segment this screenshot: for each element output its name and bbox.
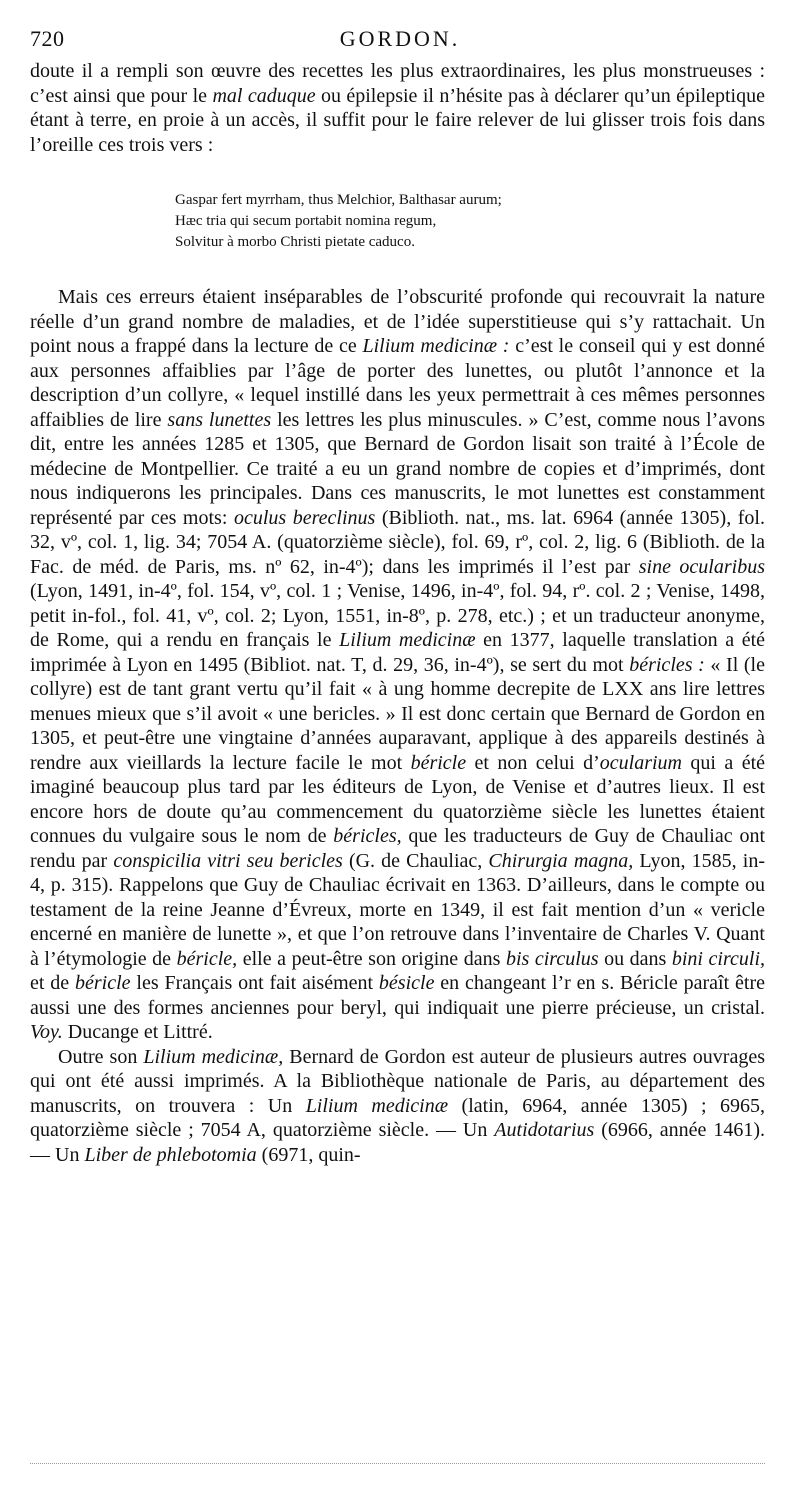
page-number: 720 <box>30 26 65 51</box>
paragraph-1-text: doute il a rempli son œuvre des recettes les plus extraordinaires, les plus monstrueuses : c’est ainsi que pour le <box>30 60 765 107</box>
paragraph-2-text: c’est le conseil qui y est donné aux personnes affaiblies par l’âge de porter des lunettes, ou plutôt l’annonce et la description d’un collyre, « lequel instillé dans les yeux permettrait à ces mêmes personnes affaiblies de lire <box>30 335 766 431</box>
paragraph-2-text: et de <box>30 972 76 994</box>
paragraph-3-emphasis: Autidotarius <box>494 1119 595 1141</box>
paragraph-2-text: (Biblioth. nat., ms. lat. 6964 (année 1305), fol. 32, vº, col. 1, lig. 34; 7054 A. (quatorzième siècle), fol. 69, rº, col. 2, lig. 6 (Biblioth. de la Fac. de méd. de Paris, ms. nº 62, in-4º); dans les imprimés il l’est par <box>30 506 765 578</box>
paragraph-2-emphasis: bini circuli, <box>671 947 766 970</box>
paragraph-2-emphasis: bis circulus <box>505 947 599 970</box>
paragraph-2-emphasis: béricle <box>410 751 467 774</box>
paragraph-1-emphasis: mal caduque <box>212 84 316 107</box>
paragraph-2-emphasis: béricles, <box>333 825 402 847</box>
paragraph-3-text: (6971, quin- <box>256 1143 361 1166</box>
paragraph-2-text: en changeant l’r en s. Béricle paraît être aussi une des formes anciennes pour beryl, qui indiquait une pierre précieuse, un cristal. <box>30 972 765 1019</box>
bottom-dotted-rule <box>30 1463 765 1468</box>
paragraph-3-text: Bernard de Gordon est auteur de plusieurs autres ouvrages qui ont été aussi imprimés. A la Bibliothèque nationale de Paris, au département des manuscrits, on trouvera : Un <box>30 1045 765 1117</box>
main-text <box>30 59 765 1167</box>
paragraph-2-emphasis: Lilium medicinæ : <box>362 335 510 357</box>
paragraph-2-text: et non celui d’ <box>466 751 600 774</box>
paragraph-2-text: (G. de Chauliac, <box>342 849 489 872</box>
paragraph-2-text: les lettres les plus minuscules. » C’est, comme nous l’avons dit, entre les années 1285 et 1305, que Bernard de Gordon lisait son traité à l’École de médecine de Montpellier. Ce traité a eu un grand nombre de copies et d’imprimés, dont nous indiquerons les principales. Dans ces manuscrits, le mot lunettes est constamment représenté par ces mots: <box>30 408 766 529</box>
paragraph-3-emphasis: Lilium medicinæ <box>305 1094 449 1117</box>
paragraph-3-emphasis: Liber de phlebotomia <box>84 1143 257 1166</box>
page-header <box>30 26 770 56</box>
paragraph-3-text: (latin, 6964, année 1305) ; 6965, quatorzième siècle ; 7054 A, quatorzième siècle. — Un <box>30 1094 765 1141</box>
paragraph-3-emphasis: Lilium medicinæ, <box>143 1045 284 1068</box>
paragraph-2-text: qui a été imaginé beaucoup plus tard par les éditeurs de Lyon, de Venise et d’autres lieux. Il est encore hors de doute qu’au commencement du quatorzième siècle les lunettes étaient connues du vulgaire sous le nom de <box>30 751 766 847</box>
paragraph-2-emphasis: béricles : <box>629 653 705 676</box>
paragraph-2-text: Ducange et Littré. <box>62 1021 213 1043</box>
paragraph-2-emphasis: béricle <box>75 972 131 994</box>
paragraph-2-text: les Français ont fait aisément <box>130 972 379 994</box>
paragraph-2-emphasis: Lilium medicinæ <box>339 629 476 651</box>
paragraph-3-text: (6966, année 1461). — Un <box>30 1119 766 1166</box>
paragraph-1 <box>30 59 765 157</box>
paragraph-2-emphasis: sans lunettes <box>167 408 272 431</box>
running-title: GORDON. <box>339 26 461 51</box>
paragraph-2-emphasis: bésicle <box>378 972 435 994</box>
paragraph-1-text: ou épilepsie il n’hésite pas à déclarer qu’un épileptique étant à terre, en proie à un accès, il suffit pour le faire relever de lui glisser trois fois dans l’oreille ces trois vers : <box>30 84 765 156</box>
paragraph-2-emphasis: ocularium <box>599 751 682 774</box>
paragraph-2-text: ou dans <box>598 947 672 970</box>
paragraph-2-emphasis: Voy. <box>30 1021 63 1043</box>
paragraph-3-text: Outre son <box>58 1045 144 1068</box>
verse-line: Solvitur à morbo Christi pietate caduco. <box>175 234 415 250</box>
paragraph-2-emphasis: conspicilia vitri seu bericles <box>113 849 343 872</box>
paragraph-2-text: en 1377, laquelle translation a été imprimée à Lyon en 1495 (Bibliot. nat. T, d. 29, 36, in-4º), se sert du mot <box>30 629 765 676</box>
paragraph-2-text: elle a peut-être son origine dans <box>237 947 506 970</box>
paragraph-2-text: « Il (le collyre) est de tant grant vertu qu’il fait « à ung homme decrepite de LXX ans lire lettres menues mieux que s’il avoit « une bericles. » Il est donc certain que Bernard de Gordon en 1305, et peut-être une vingtaine d’années auparavant, applique à des appareils destinés à rendre aux vieillards la lecture facile le mot <box>30 653 765 774</box>
verse-line: Gaspar fert myrrham, thus Melchior, Balthasar aurum; <box>175 192 502 208</box>
paragraph-2-text: que les traducteurs de Guy de Chauliac ont rendu par <box>30 825 766 872</box>
paragraph-2 <box>30 285 765 1045</box>
paragraph-2-text: (Lyon, 1491, in-4º, fol. 154, vº, col. 1 ; Venise, 1496, in-4º, fol. 94, rº. col. 2 ; Venise, 1498, petit in-fol., fol. 41, vº, col. 2; Lyon, 1551, in-8º, p. 278, etc.) ; et un traducteur anonyme, de Rome, qui a rendu en français le <box>30 580 765 651</box>
paragraph-2-emphasis: béricle, <box>176 947 238 970</box>
verse-line: Hæc tria qui secum portabit nomina regum, <box>175 213 437 229</box>
paragraph-2-text: Lyon, 1585, in-4, p. 315). Rappelons que Guy de Chauliac écrivait en 1363. D’ailleurs, dans le compte ou testament de la reine Jeanne d’Évreux, morte en 1349, il est fait mention d’un « vericle encerné en manière de lunette », et que l’on retrouve dans l’inventaire de Charles V. Quant à l’étymologie de <box>30 849 765 970</box>
paragraph-2-emphasis: oculus bereclinus <box>233 506 376 529</box>
latin-verse <box>175 190 765 253</box>
paragraph-2-text: Mais ces erreurs étaient inséparables de l’obscurité profonde qui recouvrait la nature réelle d’un grand nombre de maladies, et de l’idée superstitieuse qui s’y rattachait. Un point nous a frappé dans la lecture de ce <box>30 286 765 357</box>
paragraph-3 <box>30 1045 765 1168</box>
paragraph-2-emphasis: sine ocularibus <box>638 555 765 578</box>
paragraph-2-emphasis: Chirurgia magna, <box>488 849 634 872</box>
